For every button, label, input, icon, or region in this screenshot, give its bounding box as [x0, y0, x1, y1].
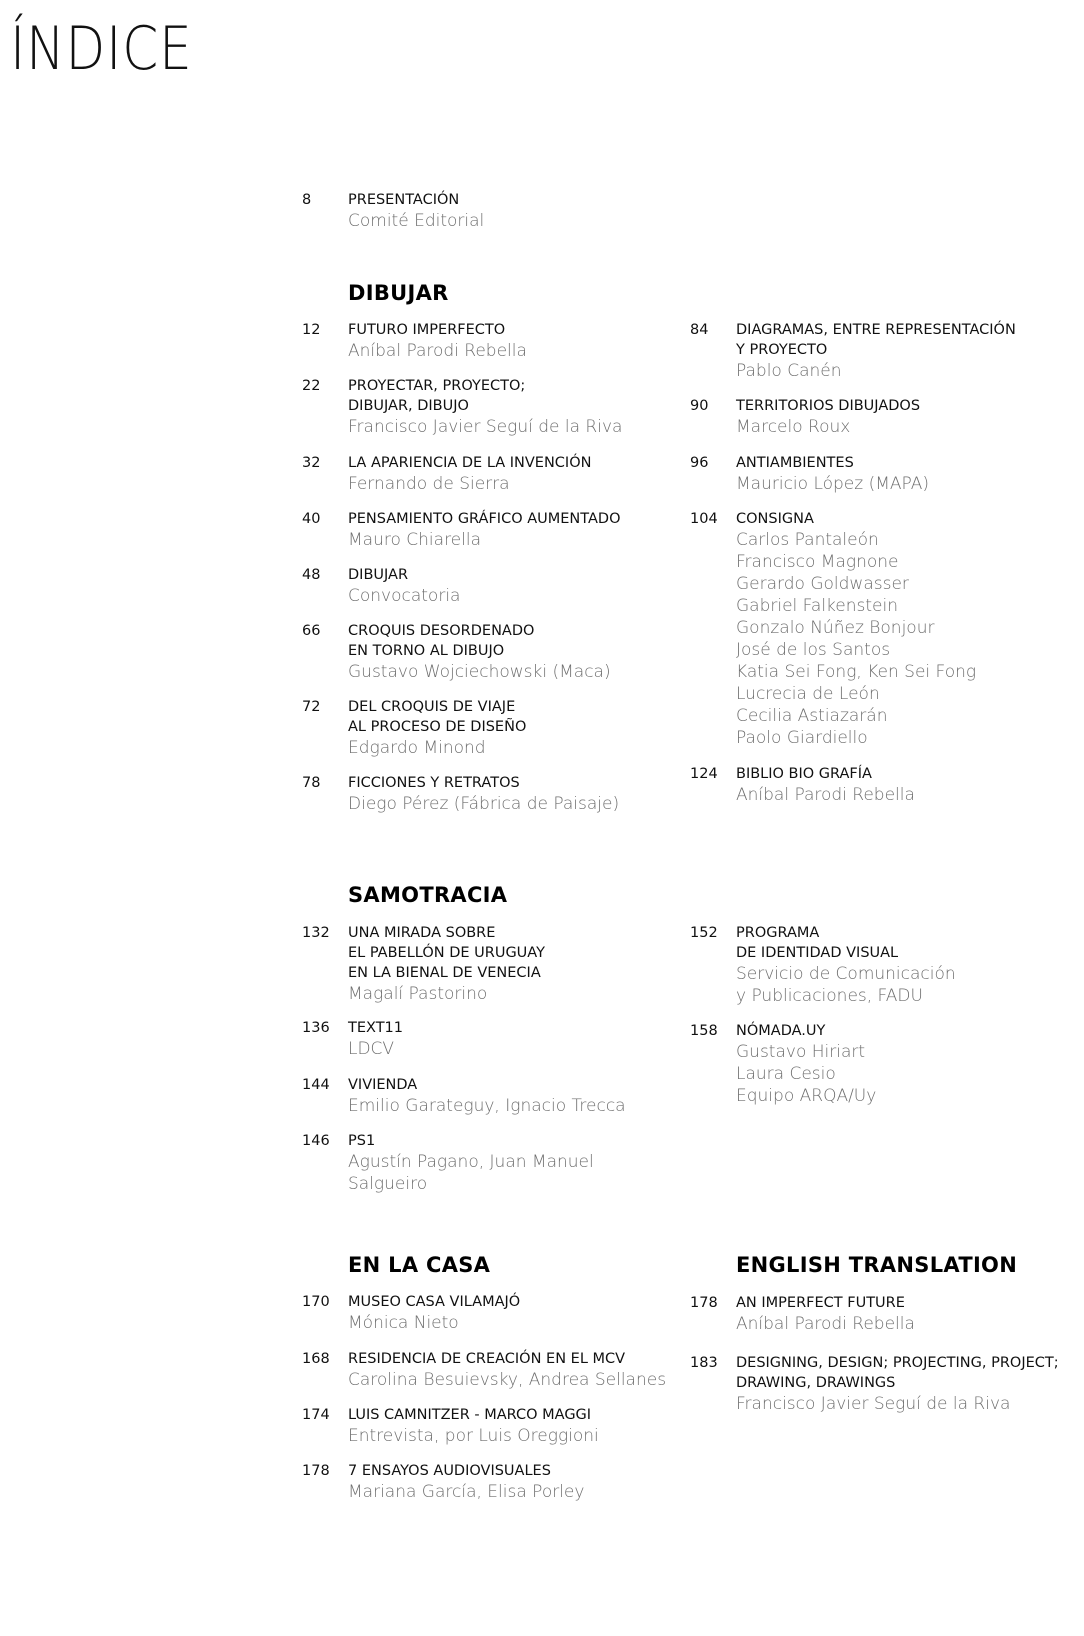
page-number: 84 [690, 322, 709, 338]
entry-author: Marcelo Roux [736, 417, 851, 437]
entry-title: LUIS CAMNITZER - MARCO MAGGI [348, 1407, 592, 1423]
page-number: 152 [690, 925, 718, 941]
entry-title: FICCIONES Y RETRATOS [348, 775, 520, 791]
page-number: 22 [302, 378, 321, 394]
entry-title: VIVIENDA [348, 1077, 418, 1093]
entry-title: DESIGNING, DESIGN; PROJECTING, PROJECT; DRAWING, DRAWINGS [736, 1355, 1059, 1391]
page-number: 158 [690, 1023, 718, 1039]
page-number: 183 [690, 1355, 718, 1371]
entry-title: 7 ENSAYOS AUDIOVISUALES [348, 1463, 551, 1479]
page-number: 178 [302, 1463, 330, 1479]
entry-author: Aníbal Parodi Rebella [348, 341, 527, 361]
entry-title: LA APARIENCIA DE LA INVENCIÓN [348, 455, 592, 471]
page-number: 174 [302, 1407, 330, 1423]
entry-author: Carlos Pantaleón Francisco Magnone Gerardo Goldwasser Gabriel Falkenstein Gonzalo Núñez Bonjour José de los Santos Katia Sei Fong, Ken Sei Fong Lucrecia de León Cecilia Astiazarán Paolo Giardiello [736, 530, 977, 748]
entry-author: Diego Pérez (Fábrica de Paisaje) [348, 794, 620, 814]
entry-author: Entrevista, por Luis Oreggioni [348, 1426, 599, 1446]
entry-title: RESIDENCIA DE CREACIÓN EN EL MCV [348, 1351, 626, 1367]
page-number: 132 [302, 925, 330, 941]
entry-title: PROGRAMA DE IDENTIDAD VISUAL [736, 925, 899, 961]
page-number: 178 [690, 1295, 718, 1311]
page-number: 144 [302, 1077, 330, 1093]
entry-title: AN IMPERFECT FUTURE [736, 1295, 905, 1311]
section-heading-samotracia: SAMOTRACIA [348, 883, 508, 907]
page-number: 146 [302, 1133, 330, 1149]
entry-title: DIAGRAMAS, ENTRE REPRESENTACIÓN Y PROYECTO [736, 322, 1016, 358]
page-number: 12 [302, 322, 321, 338]
entry-author: Pablo Canén [736, 361, 842, 381]
entry-title: MUSEO CASA VILAMAJÓ [348, 1294, 521, 1310]
entry-title: BIBLIO BIO GRAFÍA [736, 766, 872, 782]
entry-author: Mariana García, Elisa Porley [348, 1482, 585, 1502]
entry-author: Fernando de Sierra [348, 474, 510, 494]
entry-author: Gustavo Hiriart Laura Cesio Equipo ARQA/Uy [736, 1042, 877, 1106]
entry-title: PROYECTAR, PROYECTO; DIBUJAR, DIBUJO [348, 378, 526, 414]
entry-author: LDCV [348, 1039, 395, 1059]
entry-author: Edgardo Minond [348, 738, 486, 758]
page-number: 90 [690, 398, 709, 414]
entry-author: Agustín Pagano, Juan Manuel Salgueiro [348, 1152, 594, 1194]
entry-title: CONSIGNA [736, 511, 814, 527]
page-number: 168 [302, 1351, 330, 1367]
entry-author: Servicio de Comunicación y Publicaciones, FADU [736, 964, 956, 1006]
page-number: 66 [302, 623, 321, 639]
entry-author: Carolina Besuievsky, Andrea Sellanes [348, 1370, 667, 1390]
section-heading-english-translation: ENGLISH TRANSLATION [736, 1253, 1018, 1277]
page-number: 104 [690, 511, 718, 527]
page-number: 48 [302, 567, 321, 583]
entry-title: DIBUJAR [348, 567, 409, 583]
entry-title: UNA MIRADA SOBRE EL PABELLÓN DE URUGUAY EN LA BIENAL DE VENECIA [348, 925, 545, 981]
page-number: 170 [302, 1294, 330, 1310]
entry-author: Magalí Pastorino [348, 984, 488, 1004]
entry-title: TERRITORIOS DIBUJADOS [736, 398, 921, 414]
entry-author: Mauro Chiarella [348, 530, 482, 550]
entry-author: Francisco Javier Seguí de la Riva [348, 417, 623, 437]
entry-title: PRESENTACIÓN [348, 192, 460, 208]
page-number: 78 [302, 775, 321, 791]
entry-author: Emilio Garateguy, Ignacio Trecca [348, 1096, 626, 1116]
entry-author: Francisco Javier Seguí de la Riva [736, 1394, 1011, 1414]
page-number: 40 [302, 511, 321, 527]
page-number: 72 [302, 699, 321, 715]
entry-title: CROQUIS DESORDENADO EN TORNO AL DIBUJO [348, 623, 535, 659]
entry-author: Convocatoria [348, 586, 461, 606]
entry-author: Comité Editorial [348, 211, 485, 231]
entry-title: PS1 [348, 1133, 376, 1149]
entry-author: Gustavo Wojciechowski (Maca) [348, 662, 611, 682]
entry-author: Aníbal Parodi Rebella [736, 1314, 915, 1334]
entry-title: PENSAMIENTO GRÁFICO AUMENTADO [348, 511, 621, 527]
entry-title: ANTIAMBIENTES [736, 455, 854, 471]
entry-author: Mauricio López (MAPA) [736, 474, 929, 494]
page-number: 32 [302, 455, 321, 471]
entry-title: NÓMADA.UY [736, 1023, 826, 1039]
section-heading-dibujar: DIBUJAR [348, 281, 449, 305]
page-number: 96 [690, 455, 709, 471]
entry-author: Aníbal Parodi Rebella [736, 785, 915, 805]
page-number: 8 [302, 192, 312, 208]
page-title: ÍNDICE [10, 14, 193, 84]
page-number: 136 [302, 1020, 330, 1036]
entry-title: TEXT11 [348, 1020, 404, 1036]
page-number: 124 [690, 766, 718, 782]
section-heading-en-la-casa: EN LA CASA [348, 1253, 491, 1277]
entry-author: Mónica Nieto [348, 1313, 459, 1333]
entry-title: DEL CROQUIS DE VIAJE AL PROCESO DE DISEÑO [348, 699, 527, 735]
entry-title: FUTURO IMPERFECTO [348, 322, 506, 338]
